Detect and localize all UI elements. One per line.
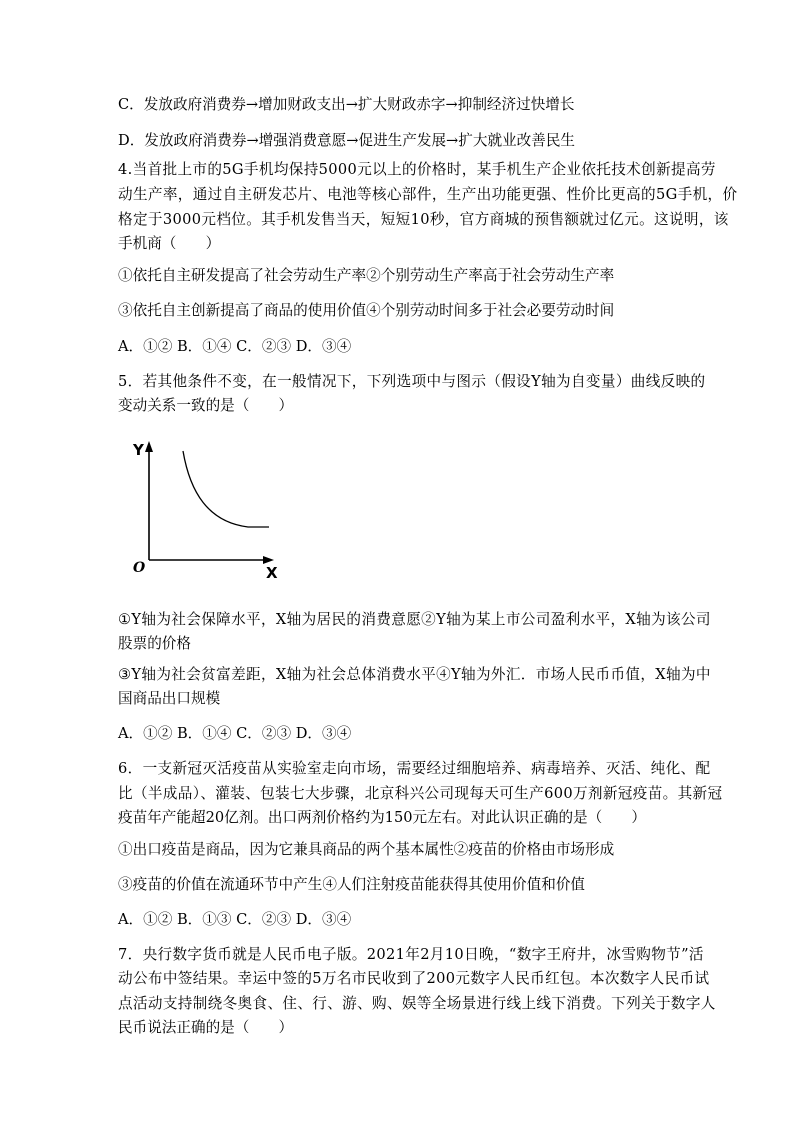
q5-statements-4: 国商品出口规模 xyxy=(118,690,221,707)
x-axis-arrow xyxy=(263,556,274,564)
q6-stem-line-3: 疫苗年产能超20亿剂。出口两剂价格约为150元左右。对此认识正确的是（ ） xyxy=(118,809,647,826)
y-axis-arrow xyxy=(145,441,153,452)
q4-stem-line-1: 4.当首批上市的5G手机均保持5000元以上的价格时，某手机生产企业依托技术创新提高劳 xyxy=(118,161,716,178)
q4-stem-line-2: 动生产率，通过自主研发芯片、电池等核心部件，生产出功能更强、性价比更高的5G手机，价 xyxy=(118,186,738,203)
q6-statements-1: ①出口疫苗是商品，因为它兼具商品的两个基本属性②疫苗的价格由市场形成 xyxy=(118,841,615,858)
q5-statements-3: ③Y轴为社会贫富差距，X轴为社会总体消费水平④Y轴为外汇．市场人民币币值，X轴为中 xyxy=(118,666,711,683)
q7-stem-line-1: 7．央行数字货币就是人民币电子版。2021年2月10日晚，“数字王府井，冰雪购物节”活 xyxy=(118,946,704,963)
q6-options: A．①② B．①③ C．②③ D．③④ xyxy=(118,911,352,928)
curve xyxy=(183,451,269,527)
q6-stem-line-1: 6．一支新冠灭活疫苗从实验室走向市场，需要经过细胞培养、病毒培养、灭活、纯化、配 xyxy=(118,760,711,777)
q4-statements-2: ③依托自主创新提高了商品的使用价值④个别劳动时间多于社会必要劳动时间 xyxy=(118,302,615,319)
y-axis-label: Y xyxy=(133,441,144,459)
q4-statements-1: ①依托自主研发提高了社会劳动生产率②个别劳动生产率高于社会劳动生产率 xyxy=(118,267,615,284)
q5-stem-line-1: 5．若其他条件不变，在一般情况下，下列选项中与图示（假设Y轴为自变量）曲线反映的 xyxy=(118,373,706,390)
q5-stem-line-2: 变动关系一致的是（ ） xyxy=(118,397,294,414)
q5-statements-1: ①Y轴为社会保障水平，X轴为居民的消费意愿②Y轴为某上市公司盈利水平，X轴为该公司 xyxy=(118,611,711,628)
q4-stem-line-3: 格定于3000元档位。其手机发售当天，短短10秒，官方商城的预售额就过亿元。这说明，该 xyxy=(118,211,729,228)
x-axis-label: X xyxy=(266,564,278,582)
q5-statements-2: 股票的价格 xyxy=(118,635,191,652)
q6-statements-2: ③疫苗的价值在流通环节中产生④人们注射疫苗能获得其使用价值和价值 xyxy=(118,876,586,893)
q3-option-c: C．发放政府消费券→增加财政支出→扩大财政赤字→抑制经济过快增长 xyxy=(118,96,575,113)
q5-options: A．①② B．①④ C．②③ D．③④ xyxy=(118,725,352,742)
q7-stem-line-4: 民币说法正确的是（ ） xyxy=(118,1019,294,1036)
q7-stem-line-2: 动公布中签结果。幸运中签的5万名市民收到了200元数字人民币红包。本次数字人民币试 xyxy=(118,970,710,987)
q4-options: A．①② B．①④ C．②③ D．③④ xyxy=(118,338,352,355)
q6-stem-line-2: 比（半成品）、灌装、包装七大步骤，北京科兴公司现每天可生产600万剂新冠疫苗。其新冠 xyxy=(118,785,723,802)
q4-stem-line-4: 手机商（ ） xyxy=(118,235,221,252)
q7-stem-line-3: 点活动支持制绕冬奥食、住、行、游、购、娱等全场景进行线上线下消费。下列关于数字人 xyxy=(118,995,716,1012)
q3-option-d: D．发放政府消费券→增强消费意愿→促进生产发展→扩大就业改善民生 xyxy=(118,132,576,149)
origin-label: O xyxy=(133,560,146,576)
